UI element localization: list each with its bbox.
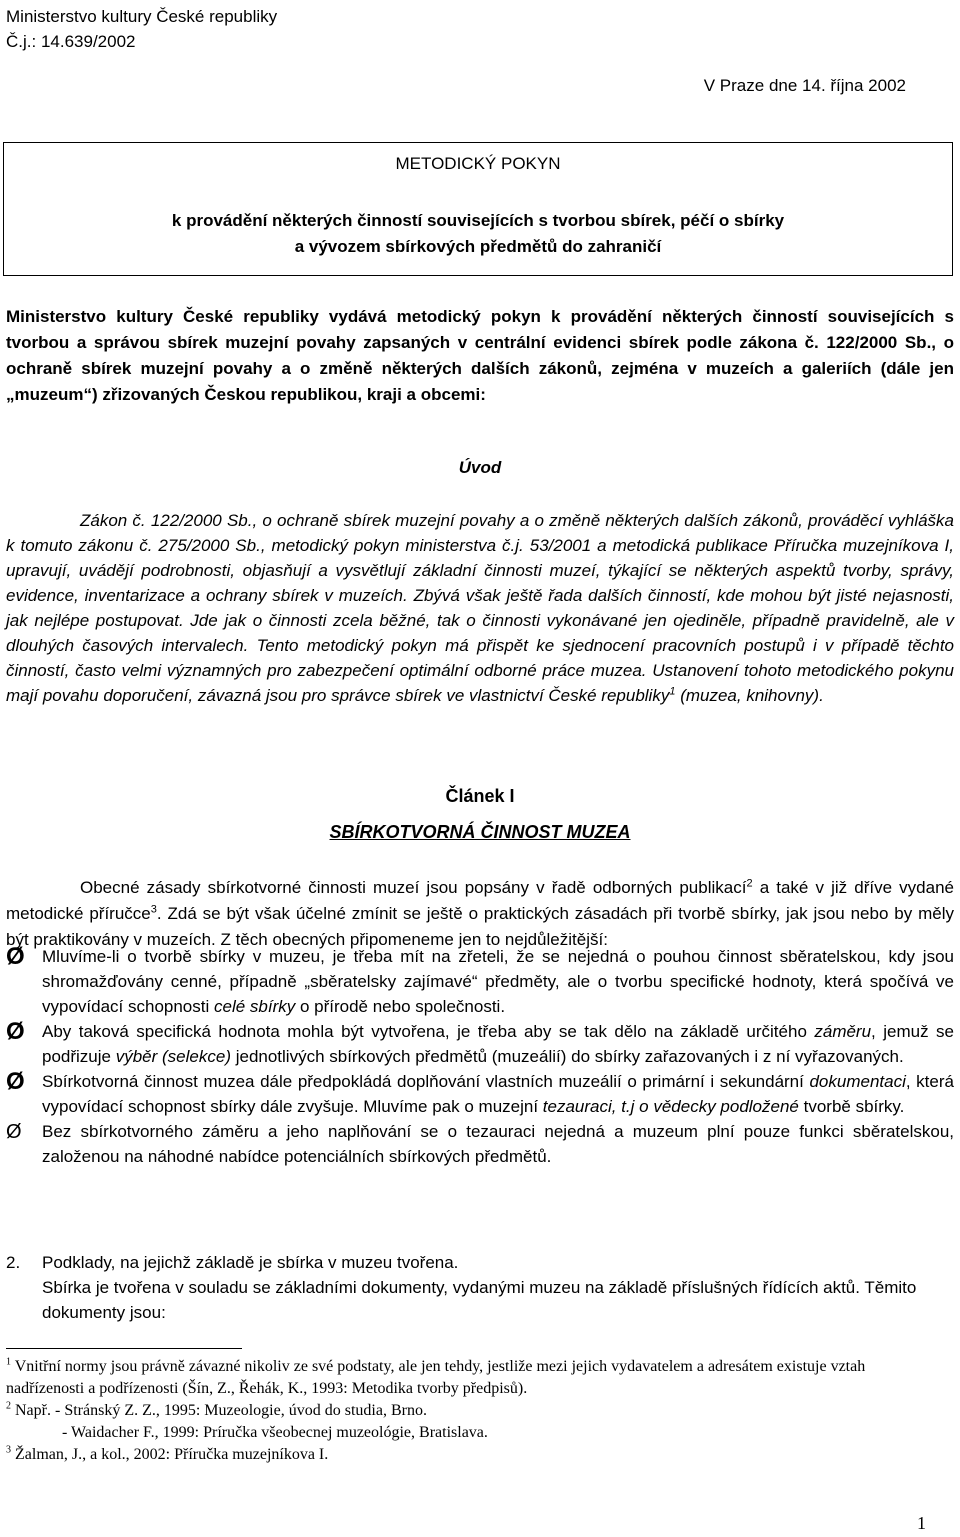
uvod-s5: upravují, uvádějí podrobnosti, objasňují a vysvětlují základní činnosti muzeí, týkající se některých aspektů tvorby, správy, evidence, inventarizace a ochrany sbírek v muzeích. Zbývá však ještě řada dalších činností, kde mohou být jisté nejasnosti, jak nejlépe postupovat. Jde jak o činnosti zcela běžné, tak o činnosti vykonávané jen ojediněle, případně pravidelně, ale v dlouhých časových intervalech. Tento metodický pokyn má přispět ke sjednocení pracovních postupů i v případě těchto činností, často velmi významných pro zabezpečení optimální odborné práce muzea. Ustanovení tohoto metodického pokynu mají povahu doporučení, závazná jsou pro správce sbírek ve vlastnictví České republiky — [6, 561, 954, 705]
p1-part-b: a také v již dříve vydané metodické příručce — [6, 878, 954, 923]
footnote-2-text: Např. - Stránský Z. Z., 1995: Muzeologie, úvod do studia, Brno. — [11, 1402, 427, 1419]
b3-c: tvorbě sbírky. — [798, 1097, 905, 1116]
article-heading: Článek I — [445, 786, 515, 806]
uvod-s1: Zákon č. 122/2000 Sb. — [80, 511, 253, 530]
p1-part-c: . Zdá se být však účelné zmínit se ještě o praktických zásadách při tvorbě sbírky, jak jsou nebo by měly být praktikovány v muzeích. Z těch obecných připomeneme jen to nejdůležitější: — [6, 904, 954, 949]
p1-part-a: Obecné zásady sbírkotvorné činnosti muzeí jsou popsány v řadě odborných publikací — [80, 878, 747, 897]
bullet-list — [6, 944, 954, 1169]
b1-a: Mluvíme-li o tvorbě sbírky v muzeu, je třeba mít na zřeteli, že se nejedná o pouhou činnost sběratelskou, kdy jsou shromažďovány cenné, případně „sběratelsky zajímavé“ předměty, ale o tvorbu specifické hodnoty, která spočívá ve vypovídací schopnosti — [42, 947, 954, 1016]
uvod-s6: (muzea, knihovny). — [675, 686, 824, 705]
footnote-3-text: Žalman, J., a kol., 2002: Příručka muzejníkova I. — [11, 1446, 329, 1463]
bullet-icon: Ø — [6, 1121, 22, 1143]
numbered-line-1: Podklady, na jejichž základě je sbírka v muzeu tvořena. — [42, 1253, 459, 1272]
document-subtitle — [4, 208, 952, 260]
bullet-text-3 — [42, 1069, 954, 1119]
footnote-2-continuation: - Waidacher F., 1999: Príručka všeobecnej muzeológie, Bratislava. — [62, 1424, 488, 1441]
bullet-icon: Ø — [6, 943, 25, 970]
article-paragraph-1 — [6, 875, 954, 953]
document-heading: METODICKÝ POKYN — [395, 154, 561, 173]
b2-a: Aby taková specifická hodnota mohla být vytvořena, je třeba aby se tak dělo na základě určitého — [42, 1022, 815, 1041]
footnote-1-number: 1 — [6, 1356, 11, 1368]
bullet-icon: Ø — [6, 1018, 25, 1045]
numbered-line-2: Sbírka je tvořena v souladu se základními dokumenty, vydanými muzeu na základě příslušných řídících aktů. Těmito dokumenty jsou: — [42, 1278, 917, 1322]
footnote-1 — [6, 1356, 916, 1400]
document-header — [6, 4, 277, 54]
intro-part-1: Ministerstvo kultury České republiky vydává metodický pokyn k provádění některých činností souvisejících s tvorbou a správou sbírek muzejní povahy zapsaných v centrální evidenci sbírek podle zákona č. 122/2000 Sb. — [6, 307, 954, 352]
title-box — [3, 142, 953, 276]
subtitle-line-2: a vývozem sbírkových předmětů do zahraničí — [294, 237, 662, 256]
footnote-ref-3[interactable]: 3 — [150, 903, 157, 916]
b2-italic-2: výběr (selekce) — [115, 1047, 231, 1066]
article-subheading: SBÍRKOTVORNÁ ČINNOST MUZEA — [329, 822, 631, 842]
uvod-s4: Příručka muzejníkova I, — [773, 536, 954, 555]
uvod-s2: , o ochraně sbírek muzejní povahy a o změně některých dalších zákonů, prováděcí vyhláška k tomuto zákonu č. 275/2000 Sb. — [6, 511, 955, 555]
b1-b: o přírodě nebo společnosti. — [295, 997, 506, 1016]
section-heading-uvod: Úvod — [458, 458, 502, 477]
b3-italic-1: dokumentaci — [809, 1072, 906, 1091]
page-number: 1 — [917, 1513, 926, 1533]
list-item — [6, 944, 954, 1019]
bullet-text-2 — [42, 1019, 954, 1069]
list-item — [6, 1069, 954, 1119]
numbered-item-2 — [6, 1250, 954, 1325]
footnote-ref-2[interactable]: 2 — [746, 877, 753, 890]
footnote-2-number: 2 — [6, 1400, 11, 1412]
footnote-ref-1[interactable]: 1 — [669, 685, 676, 698]
footnote-1-text: Vnitřní normy jsou právně závazné nikoliv ze své podstaty, ale jen tehdy, jestliže mezi jejich vydavatelem a adresátem existuje vztah nadřízenosti a podřízenosti (Šín, Z., Řehák, K., 1993: Metodika tvorby předpisů). — [6, 1358, 866, 1397]
uvod-s3: , metodický pokyn ministerstva č.j. 53/2001 a metodická publikace — [260, 536, 774, 555]
item-number: 2. — [6, 1253, 21, 1272]
bullet-text-1 — [42, 944, 954, 1019]
b2-b: , jemuž se podřizuje — [42, 1022, 954, 1066]
uvod-paragraph — [6, 508, 954, 708]
list-item — [6, 1019, 954, 1069]
subtitle-line-1: k provádění některých činností souvisejících s tvorbou sbírek, péčí o sbírky — [171, 211, 785, 230]
bullet-text-4: Bez sbírkotvorného záměru a jeho naplňování se o tezauraci nejedná a muzeum plní pouze funkci sběratelskou, založenou na náhodné nabídce potenciálních sbírkových předmětů. — [42, 1122, 954, 1166]
footnote-2 — [6, 1400, 916, 1422]
footnote-divider — [6, 1348, 242, 1349]
document-date: V Praze dne 14. října 2002 — [703, 76, 906, 95]
b3-a: Sbírkotvorná činnost muzea dále předpokládá doplňování vlastních muzeálií o primární i sekundární — [42, 1072, 810, 1091]
b2-italic-1: záměru — [814, 1022, 872, 1041]
reference-number: Č.j.: 14.639/2002 — [6, 32, 136, 51]
list-item — [6, 1119, 954, 1169]
b1-italic: celé sbírky — [213, 997, 296, 1016]
intro-part-2: , o ochraně sbírek muzejní povahy a o změně některých dalších zákonů, zejména v muzeích a galeriích (dále jen „muzeum“) zřizovaných Českou republikou, kraji a obcemi: — [6, 333, 954, 404]
b3-italic-2: tezauraci, t.j o vědecky podložené — [542, 1097, 799, 1116]
b2-c: jednotlivých sbírkových předmětů (muzeálií) do sbírky zařazovaných i z ní vyřazovaných. — [230, 1047, 904, 1066]
footnote-3-number: 3 — [6, 1444, 11, 1456]
footnotes — [6, 1356, 916, 1466]
numbered-item-text — [42, 1250, 954, 1325]
bullet-icon: Ø — [6, 1068, 25, 1095]
footnote-3 — [6, 1444, 916, 1466]
intro-paragraph — [6, 304, 954, 408]
b3-b: , která vypovídací schopnost sbírky dále zvyšuje. Mluvíme pak o muzejní — [42, 1072, 954, 1116]
ministry-name: Ministerstvo kultury České republiky — [6, 7, 278, 26]
